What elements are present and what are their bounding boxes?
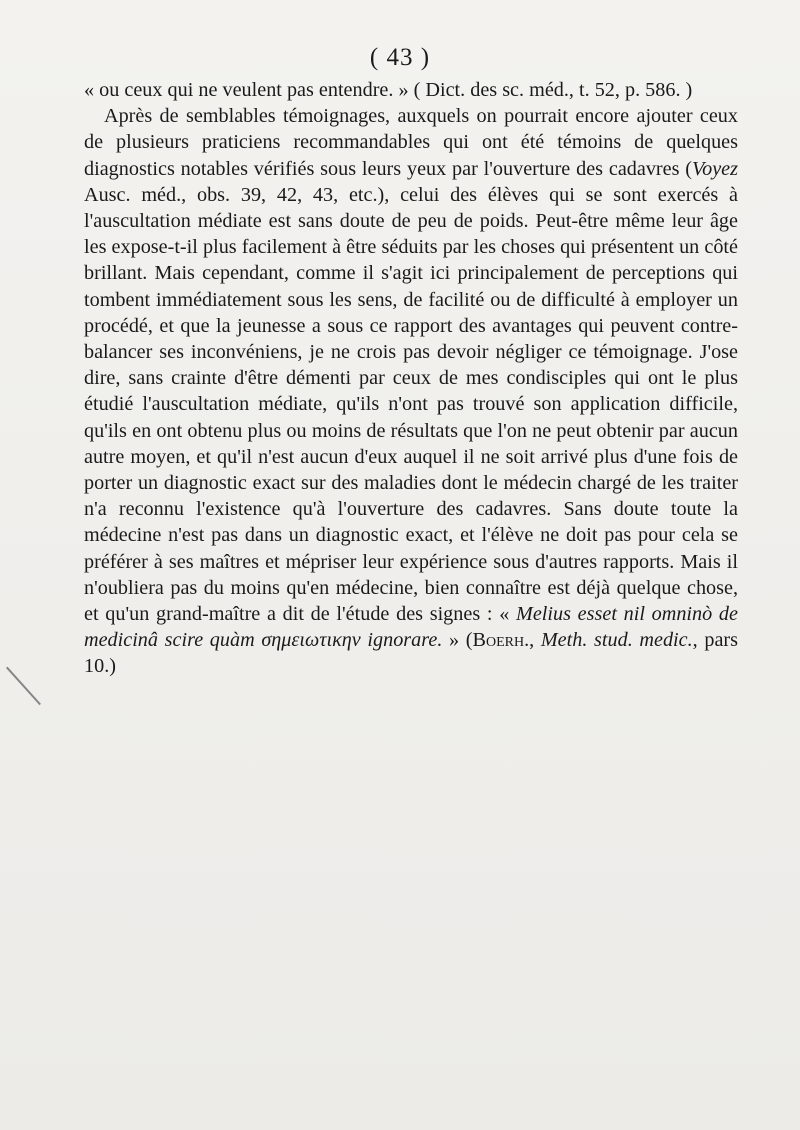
work-title: Meth. stud. medic. <box>540 629 693 652</box>
paragraph-main <box>84 103 738 679</box>
text-run: » ( <box>442 629 473 652</box>
latin-quote: Melius esset nil omninò de medicinâ scire quàm σημειωτικην ignorare. <box>84 603 738 652</box>
paragraph-citation: « ou ceux qui ne veulent pas entendre. » ( Dict. des sc. méd., t. 52, p. 586. ) <box>84 79 693 101</box>
margin-mark <box>6 667 41 705</box>
text-run: , <box>529 629 541 652</box>
text-run: , pars 10.) <box>84 629 738 678</box>
text-run: Ausc. méd., obs. 39, 42, 43, etc.), celui des élèves qui se sont exercés à l'auscultation médiate est sans doute de peu de poids. Peut-être même leur âge les expose-t-il plus facilement à être séduits par les choses qui présentent un côté brillant. Mais cependant, comme il s'agit ici principalement de perceptions qui tombent immédiatement sous les sens, de facilité ou de difficulté à employer un procédé, et que la jeunesse a sous ce rapport des avantages qui peuvent contre-balancer ses inconvéniens, je ne crois pas devoir négliger ce témoignage. J'ose dire, sans crainte d'être démenti par ceux de mes condisciples qui ont le plus étudié l'auscultation médiate, qu'ils n'ont pas trouvé son application difficile, qu'ils en ont obtenu plus ou moins de résultats que l'on ne peut obtenir par aucun autre moyen, et qu'il n'est aucun d'eux auquel il ne soit arrivé plus d'une fois de porter un diagnostic exact sur des maladies dont le médecin chargé de les traiter n'a reconnu l'existence qu'à l'ouverture des cadavres. Sans doute toute la médecine n'est pas dans un diagnostic exact, et l'élève ne doit pas pour cela se préférer à ses maîtres et mépriser leur expérience sous d'autres rapports. Mais il n'oubliera pas du moins qu'en médecine, bien connaître est déjà quelque chose, et qu'un grand-maître a dit de l'étude des signes : « <box>84 183 738 626</box>
body-text <box>84 77 738 680</box>
author-name: Boerh. <box>472 629 530 652</box>
page-number: ( 43 ) <box>369 44 431 71</box>
italic-voyez: Voyez <box>692 157 738 180</box>
text-run: Après de semblables témoignages, auxquels on pourrait encore ajouter ceux de plusieurs praticiens recommandables qui ont été témoins de quelques diagnostics notables vérifiés sous leurs yeux par l'ouverture des cadavres ( <box>84 105 738 180</box>
